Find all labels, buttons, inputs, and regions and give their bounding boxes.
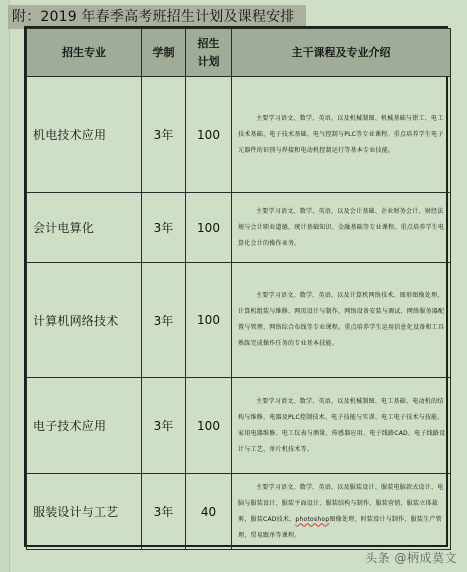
years-cell: 3年: [142, 378, 186, 474]
major-cell: 电子技术应用: [27, 378, 142, 474]
table-row: [27, 193, 451, 263]
enrollment-plan-table: [24, 26, 448, 547]
table-row: [27, 378, 451, 474]
table-row: [27, 474, 451, 550]
description-cell: 主要学习语文、数学、英语，以及计算机网络技术、图形图像处理、计算机组装与维修、网页设计与制作、网络设备安装与调试、网络服务器配置与管理、网络综合布线等专业课程。重点培养学生运用信息化设备和工具熟练完成操作任务的专业基本技能。: [232, 263, 451, 378]
years-cell: 3年: [142, 474, 186, 550]
table-header-row: [27, 29, 451, 77]
plan-cell: 100: [186, 378, 232, 474]
description-text-part1: 主要学习语文、数学、英语，以及服装设计、服装电脑款式设计、电脑与服装设计、服装平面设计、服装结构与制作、服装营销、服装立体裁剪、服装CAD技术、: [238, 483, 444, 523]
description-cell: [232, 474, 451, 550]
plan-cell: 100: [186, 77, 232, 193]
document-page-edge: [0, 0, 10, 572]
header-years: 学制: [142, 29, 186, 77]
years-cell: 3年: [142, 77, 186, 193]
plan-cell: 100: [186, 193, 232, 263]
years-cell: 3年: [142, 193, 186, 263]
header-plan: [186, 29, 232, 77]
years-cell: 3年: [142, 263, 186, 378]
spellcheck-underlined-word: photoshop: [295, 515, 330, 523]
table-row: [27, 77, 451, 193]
header-description: 主干课程及专业介绍: [232, 29, 451, 77]
description-text-part2: 图像处理、时装设计与制作、服装生产管理、贸易跟单等课程。: [238, 515, 442, 539]
page-title: 附：2019 年春季高考班招生计划及课程安排: [8, 5, 306, 29]
plan-cell: 100: [186, 263, 232, 378]
header-major: 招生专业: [27, 29, 142, 77]
major-cell: 机电技术应用: [27, 77, 142, 193]
major-cell: 计算机网络技术: [27, 263, 142, 378]
description-cell: 主要学习语文、数学、英语，以及机械制图、电工基础、电动机的结构与维修、电器及PLC控制技术、电子技能与实训、电工电子技术与技能、家用电器维修、电工仪表与测量、传感器应用、电子线路CAD、电子线路设计与工艺、单片机技术等。: [232, 378, 451, 474]
description-cell: 主要学习语文、数学、英语，以及机械制图、机械基础与钳工、电工技术基础、电子技术基础、电气控制与PLC等专业课程。重点培养学生电子元器件的识别与焊接和电动机控制运行等基本专业技能。: [232, 77, 451, 193]
enrollment-table: [26, 28, 451, 550]
header-plan-line1: 招生: [197, 36, 220, 50]
description-cell: 主要学习语文、数学、英语，以及会计基础、企业财务会计、财经法规与会计职业道德、统计基础知识、金融基础等专业课程。重点培养学生电算化会计的操作业务。: [232, 193, 451, 263]
table-row: [27, 263, 451, 378]
header-plan-line2: 计划: [197, 54, 220, 68]
watermark-text: 头条 @柄成莫文: [365, 551, 457, 565]
major-cell: 会计电算化: [27, 193, 142, 263]
major-cell: 服装设计与工艺: [27, 474, 142, 550]
plan-cell: 40: [186, 474, 232, 550]
